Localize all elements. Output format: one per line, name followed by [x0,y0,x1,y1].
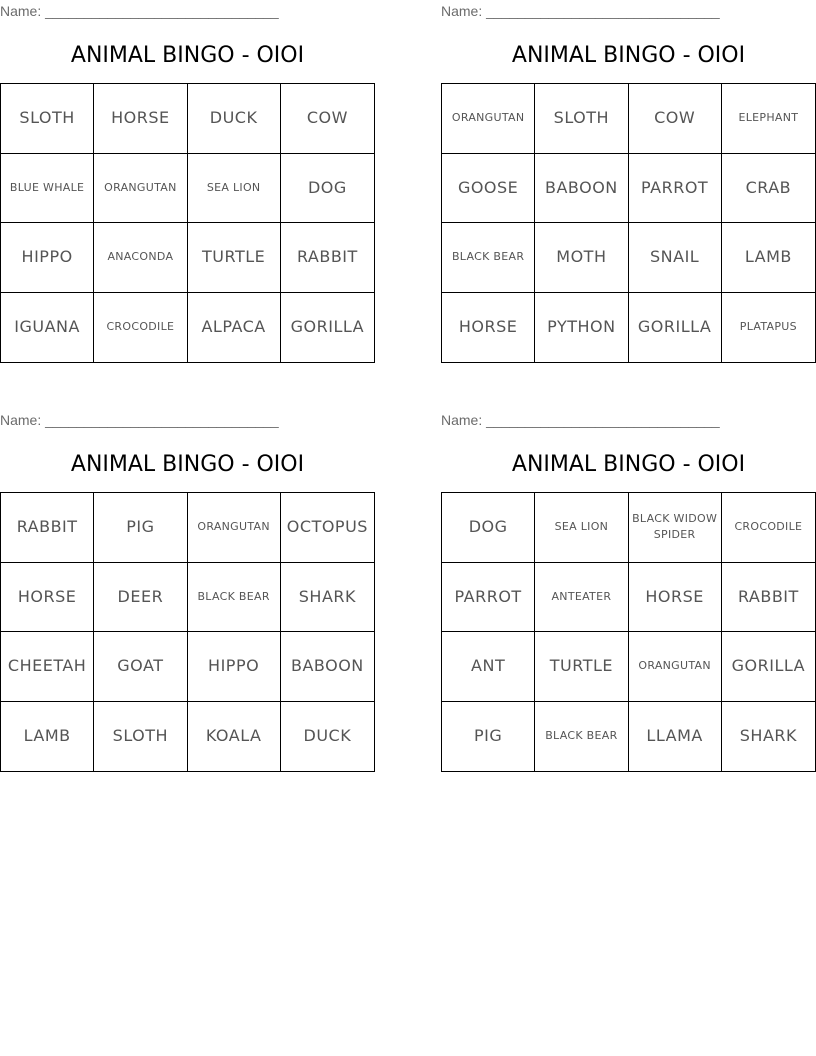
bingo-cell[interactable]: ANTEATER [535,563,628,633]
card-title: ANIMAL BINGO - OIOI [70,43,305,68]
bingo-grid [0,492,375,772]
bingo-cell[interactable]: SLOTH [535,84,628,154]
bingo-cell[interactable]: BABOON [535,154,628,224]
bingo-grid [0,83,375,363]
bingo-cell[interactable]: BABOON [281,632,374,702]
bingo-cell[interactable]: HIPPO [1,223,94,293]
bingo-cell[interactable]: LLAMA [629,702,722,772]
name-field[interactable]: Name: ______________________________ [0,3,279,19]
bingo-cell[interactable]: PIG [442,702,535,772]
bingo-cell[interactable]: PARROT [442,563,535,633]
bingo-cell[interactable]: COW [281,84,374,154]
card-title: ANIMAL BINGO - OIOI [70,452,305,477]
bingo-cell[interactable]: CHEETAH [1,632,94,702]
bingo-cell[interactable]: TURTLE [188,223,281,293]
bingo-cell[interactable]: DUCK [303,726,352,746]
bingo-grid [441,83,816,363]
bingo-cell[interactable]: BLUE WHALE [1,154,94,224]
bingo-cell[interactable]: ORANGUTAN [94,154,187,224]
bingo-cell[interactable]: OCTOPUS [281,493,374,563]
bingo-cell[interactable]: LAMB [1,702,94,772]
bingo-cell[interactable]: HORSE [442,293,535,363]
bingo-cell[interactable]: IGUANA [1,293,94,363]
bingo-cell[interactable]: ORANGUTAN [188,493,281,563]
bingo-cell[interactable]: HIPPO [188,632,281,702]
bingo-cell[interactable]: COW [629,84,722,154]
bingo-cell[interactable]: GORILLA [629,293,722,363]
name-field[interactable]: Name: ______________________________ [441,3,720,19]
bingo-cell[interactable]: CROCODILE [94,293,187,363]
bingo-cell[interactable]: SEA LION [188,154,281,224]
bingo-cell[interactable]: SLOTH [1,84,94,154]
bingo-cell[interactable]: CROCODILE [722,493,815,563]
card-title: ANIMAL BINGO - OIOI [511,452,746,477]
bingo-cell[interactable]: HORSE [94,84,187,154]
bingo-cell[interactable]: BLACK BEAR [535,702,628,772]
bingo-cell[interactable]: RABBIT [1,493,94,563]
bingo-cell[interactable]: RABBIT [722,563,815,633]
bingo-cell[interactable]: BLACK BEAR [442,223,535,293]
bingo-cell[interactable]: ANT [442,632,535,702]
bingo-cell[interactable]: PIG [94,493,187,563]
bingo-cell[interactable]: CRAB [722,154,815,224]
card-title: ANIMAL BINGO - OIOI [511,43,746,68]
bingo-cell[interactable]: GOAT [94,632,187,702]
bingo-cell[interactable]: BLACK BEAR [188,563,281,633]
bingo-cell[interactable]: ELEPHANT [722,84,815,154]
bingo-cell[interactable]: MOTH [535,223,628,293]
bingo-cell[interactable]: SHARK [281,563,374,633]
bingo-cell[interactable]: HORSE [1,563,94,633]
bingo-cell[interactable]: GORILLA [722,632,815,702]
bingo-cell[interactable]: KOALA [188,702,281,772]
bingo-cell[interactable]: SHARK [739,726,797,746]
bingo-cell[interactable]: BLACK WIDOW SPIDER [629,493,722,563]
bingo-cell[interactable]: TURTLE [535,632,628,702]
bingo-cell[interactable]: PLATAPUS [739,320,797,334]
bingo-cell[interactable]: HORSE [629,563,722,633]
bingo-cell[interactable]: PYTHON [535,293,628,363]
bingo-cell[interactable]: DOG [281,154,374,224]
bingo-cell[interactable]: SNAIL [629,223,722,293]
bingo-cell[interactable]: PARROT [629,154,722,224]
bingo-cell[interactable]: RABBIT [281,223,374,293]
bingo-cell[interactable]: LAMB [722,223,815,293]
bingo-grid [441,492,816,772]
bingo-cell[interactable]: ORANGUTAN [442,84,535,154]
bingo-cell[interactable]: ORANGUTAN [629,632,722,702]
bingo-cell[interactable]: GORILLA [290,317,365,337]
bingo-cell[interactable]: ANACONDA [94,223,187,293]
bingo-cell[interactable]: GOOSE [442,154,535,224]
bingo-cell[interactable]: DEER [94,563,187,633]
bingo-cell[interactable]: SEA LION [535,493,628,563]
bingo-cell[interactable]: SLOTH [94,702,187,772]
bingo-cell[interactable]: DOG [442,493,535,563]
name-field[interactable]: Name: ______________________________ [441,412,720,428]
bingo-cell[interactable]: DUCK [188,84,281,154]
name-field[interactable]: Name: ______________________________ [0,412,279,428]
bingo-cell[interactable]: ALPACA [188,293,281,363]
